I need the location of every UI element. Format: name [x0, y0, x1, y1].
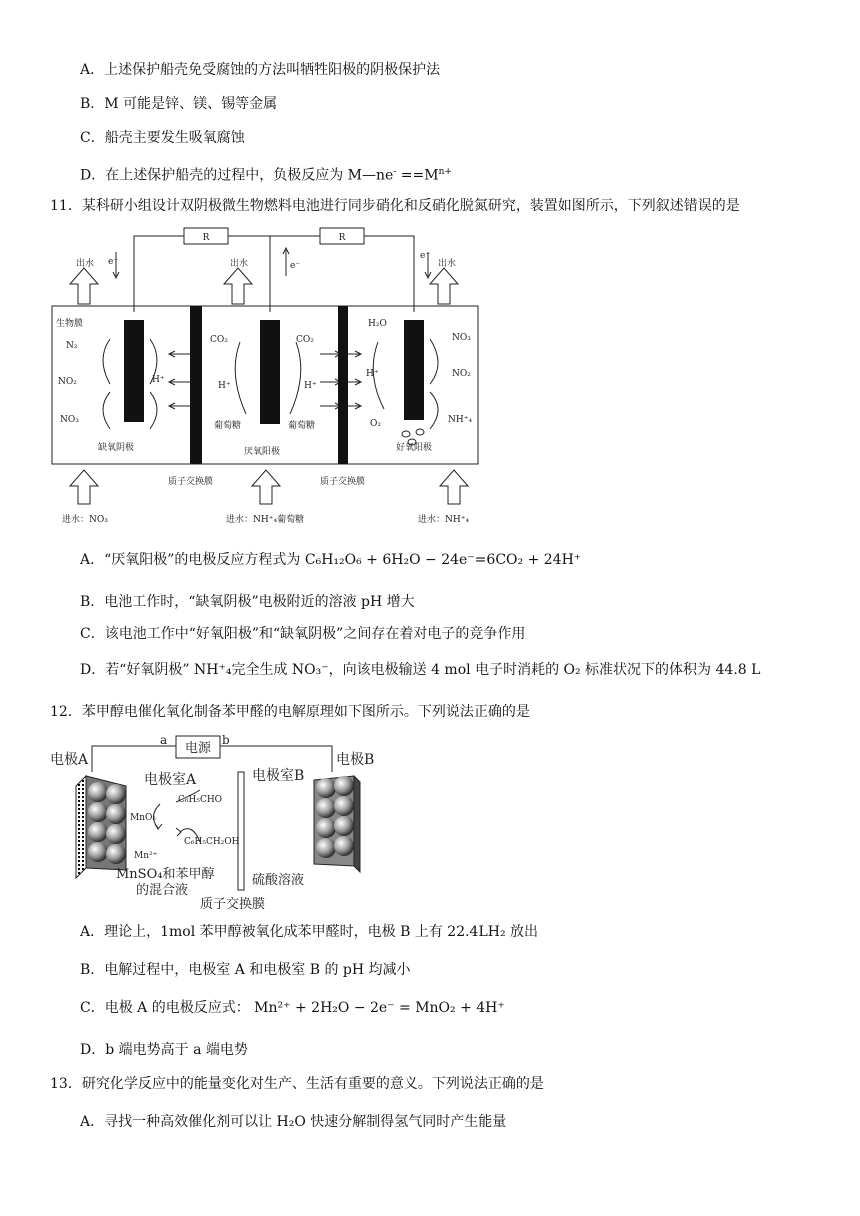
electrode-a-label: 电极A — [50, 752, 89, 768]
q10-option-c: C．船壳主要发生吸氧腐蚀 — [80, 130, 245, 146]
q10-d-sup2: n+ — [438, 167, 452, 177]
q11-stem: 11．某科研小组设计双阴极微生物燃料电池进行同步硝化和反硝化脱氮研究，装置如图所示，下列叙述错误的是 — [50, 198, 740, 214]
membrane-1-label: 质子交换膜 — [168, 477, 214, 487]
q11-figure — [50, 224, 490, 530]
no2-right-label: NO₂ — [452, 369, 471, 379]
hplus-mid-b-label: H⁺ — [304, 381, 317, 391]
inlet-1-label: 进水：NO₃ — [62, 515, 108, 525]
hplus-right-label: H⁺ — [366, 369, 379, 379]
power-source-label: 电源 — [184, 741, 212, 756]
outlet-2-label: 出水 — [230, 259, 249, 269]
chamber-a-label: 电极室A — [144, 772, 197, 788]
cathode-left-label: 缺氧阴极 — [98, 443, 135, 453]
resistor-1-label: R — [202, 233, 210, 243]
h2o-label: H₂O — [368, 319, 387, 329]
q11-option-c: C．该电池工作中“好氧阳极”和“缺氧阴极”之间存在着对电子的竞争作用 — [80, 626, 526, 642]
membrane-2-label: 质子交换膜 — [320, 477, 366, 487]
electron-2-label: e⁻ — [290, 261, 301, 271]
inlet-2-label: 进水：NH⁺₄葡萄糖 — [226, 515, 305, 525]
q12-option-c: C．电极 A 的电极反应式： Mn²⁺ + 2H₂O − 2e⁻ = MnO₂ + 4H⁺ — [80, 1000, 505, 1016]
q13-option-a: A．寻找一种高效催化剂可以让 H₂O 快速分解制得氢气同时产生能量 — [80, 1114, 507, 1130]
benzaldehyde-label: C₆H₅CHO — [178, 795, 223, 805]
hplus-left-label: H⁺ — [152, 375, 165, 385]
sulfuric-acid-label: 硫酸溶液 — [252, 873, 305, 888]
o2-label: O₂ — [370, 419, 381, 429]
q13-stem: 13．研究化学反应中的能量变化对生产、生活有重要的意义。下列说法正确的是 — [50, 1076, 544, 1092]
q11-option-d: D．若“好氧阴极” NH⁺₄完全生成 NO₃⁻，向该电极输送 4 mol 电子时消耗的 O₂ 标准状况下的体积为 44.8 L — [80, 662, 761, 678]
q12-stem: 12．苯甲醇电催化氧化制备苯甲醛的电解原理如下图所示。下列说法正确的是 — [50, 704, 530, 720]
q10-option-b: B．M 可能是锌、镁、锡等金属 — [80, 96, 278, 112]
co2-a-label: CO₂ — [210, 335, 228, 345]
outlet-3-label: 出水 — [438, 259, 457, 269]
mno2-label: MnO₂ — [130, 813, 156, 823]
anode-mid-label: 厌氧阳极 — [244, 447, 281, 457]
q10-d-prefix: D．在上述保护船壳的过程中，负极反应为 M—ne — [80, 167, 394, 184]
no3-right-label: NO₃ — [452, 333, 471, 343]
anode-right-label: 好氧阳极 — [396, 443, 433, 453]
nh4-right-label: NH⁺₄ — [448, 415, 473, 425]
q10-d-sup1: - — [393, 167, 397, 177]
co2-b-label: CO₂ — [296, 335, 314, 345]
q10-option-d — [80, 162, 452, 186]
terminal-b-label: b — [222, 733, 230, 747]
resistor-2-label: R — [338, 233, 346, 243]
q11-option-b: B．电池工作时，“缺氧阴极”电极附近的溶液 pH 增大 — [80, 594, 415, 610]
n2-label: N₂ — [66, 341, 78, 351]
proton-membrane-label: 质子交换膜 — [200, 897, 266, 910]
chamber-b-label: 电极室B — [252, 768, 305, 784]
inlet-3-label: 进水：NH⁺₄ — [418, 515, 470, 525]
terminal-a-label: a — [160, 733, 168, 747]
glucose-a-label: 葡萄糖 — [214, 421, 242, 431]
mixture-label-line1: MnSO₄和苯甲醇 — [116, 867, 215, 882]
q12-option-a: A．理论上，1mol 苯甲醇被氧化成苯甲醛时，电极 B 上有 22.4LH₂ 放出 — [80, 924, 539, 940]
q12-figure — [50, 732, 390, 910]
q12-option-b: B．电解过程中，电极室 A 和电极室 B 的 pH 均减小 — [80, 962, 411, 978]
q12-option-d: D．b 端电势高于 a 端电势 — [80, 1042, 248, 1058]
q11-option-a: A．“厌氧阳极”的电极反应方程式为 C₆H₁₂O₆ + 6H₂O − 24e⁻=6CO₂ + 24H⁺ — [80, 552, 582, 568]
electrode-b-label: 电极B — [336, 752, 375, 768]
no3-left-label: NO₃ — [60, 415, 79, 425]
benzyl-alcohol-label: C₆H₅CH₂OH — [184, 837, 240, 847]
outlet-1-label: 出水 — [76, 259, 95, 269]
glucose-b-label: 葡萄糖 — [288, 421, 316, 431]
mixture-label-line2: 的混合液 — [136, 883, 189, 898]
electron-3-label: e⁻ — [420, 251, 431, 261]
mn2-label: Mn²⁺ — [134, 851, 158, 861]
hplus-mid-a-label: H⁺ — [218, 381, 231, 391]
q10-d-mid: ==M — [396, 167, 439, 184]
biofilm-label: 生物膜 — [56, 319, 84, 329]
no2-left-label: NO₂ — [58, 377, 77, 387]
q10-option-a: A．上述保护船壳免受腐蚀的方法叫牺牲阳极的阴极保护法 — [80, 62, 441, 78]
electron-1-label: e⁻ — [108, 257, 119, 267]
